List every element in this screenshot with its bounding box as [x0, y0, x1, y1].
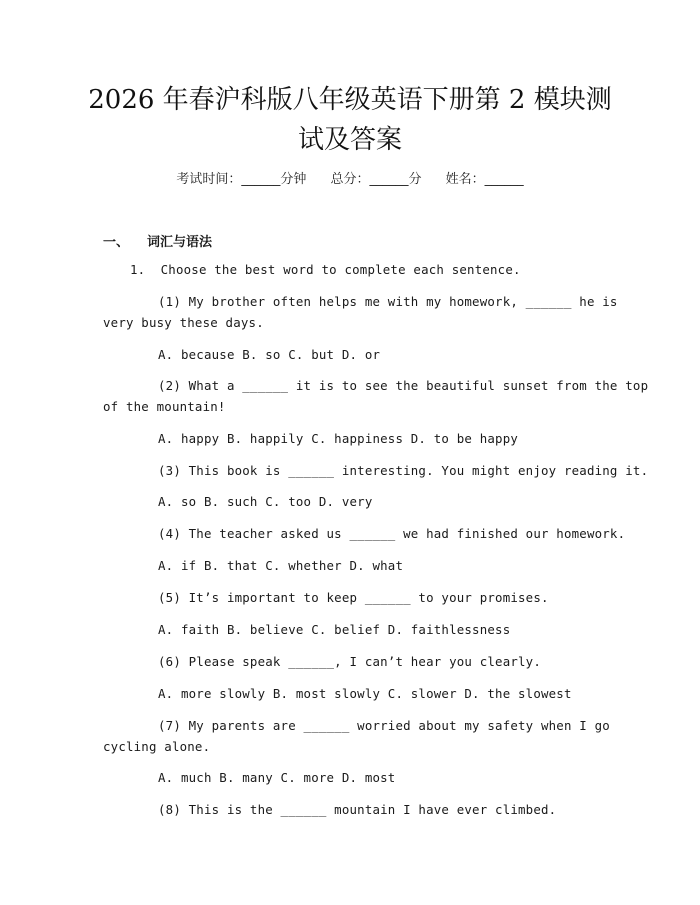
question-4-line-1: (4) The teacher asked us ______ we had finished our homework.	[158, 526, 626, 541]
question-6-line-1: (6) Please speak ______, I can’t hear you clearly.	[158, 654, 541, 669]
question-8-line-1: (8) This is the ______ mountain I have ever climbed.	[158, 802, 557, 817]
page-title	[60, 80, 640, 160]
question-1-line-1: (1) My brother often helps me with my homework, ______ he is	[158, 294, 618, 309]
question-4-options: A. if B. that C. whether D. what	[158, 558, 404, 573]
exam-time: 考试时间：______分钟	[176, 172, 307, 187]
question-7-line-1: (7) My parents are ______ worried about my safety when I go	[158, 718, 610, 733]
question-5-line-1: (5) It’s important to keep ______ to your promises.	[158, 590, 549, 605]
exam-name: 姓名：______	[445, 172, 524, 187]
question-6-options: A. more slowly B. most slowly C. slower D. the slowest	[158, 686, 572, 701]
instruction-text: 1. Choose the best word to complete each sentence.	[130, 262, 521, 277]
exam-meta	[0, 168, 700, 187]
question-3-line-1: (3) This book is ______ interesting. You might enjoy reading it.	[158, 463, 649, 478]
exam-score: 总分：______分	[330, 172, 422, 187]
question-1-line-2: very busy these days.	[103, 315, 264, 330]
question-3-options: A. so B. such C. too D. very	[158, 494, 373, 509]
question-2-options: A. happy B. happily C. happiness D. to be happy	[158, 431, 519, 446]
section-title: 词汇与语法	[147, 235, 213, 250]
title-line-2: 试及答案	[297, 125, 402, 155]
question-2-line-2: of the mountain!	[103, 399, 226, 414]
question-5-options: A. faith B. believe C. belief D. faithlessness	[158, 622, 511, 637]
question-2-line-1: (2) What a ______ it is to see the beautiful sunset from the top	[158, 378, 649, 393]
section-heading	[103, 231, 212, 250]
title-line-1: 2026 年春沪科版八年级英语下册第 2 模块测	[88, 85, 612, 115]
section-number: 一、	[103, 235, 130, 250]
question-1-options: A. because B. so C. but D. or	[158, 347, 381, 362]
question-7-options: A. much B. many C. more D. most	[158, 770, 396, 785]
question-7-line-2: cycling alone.	[103, 739, 211, 754]
